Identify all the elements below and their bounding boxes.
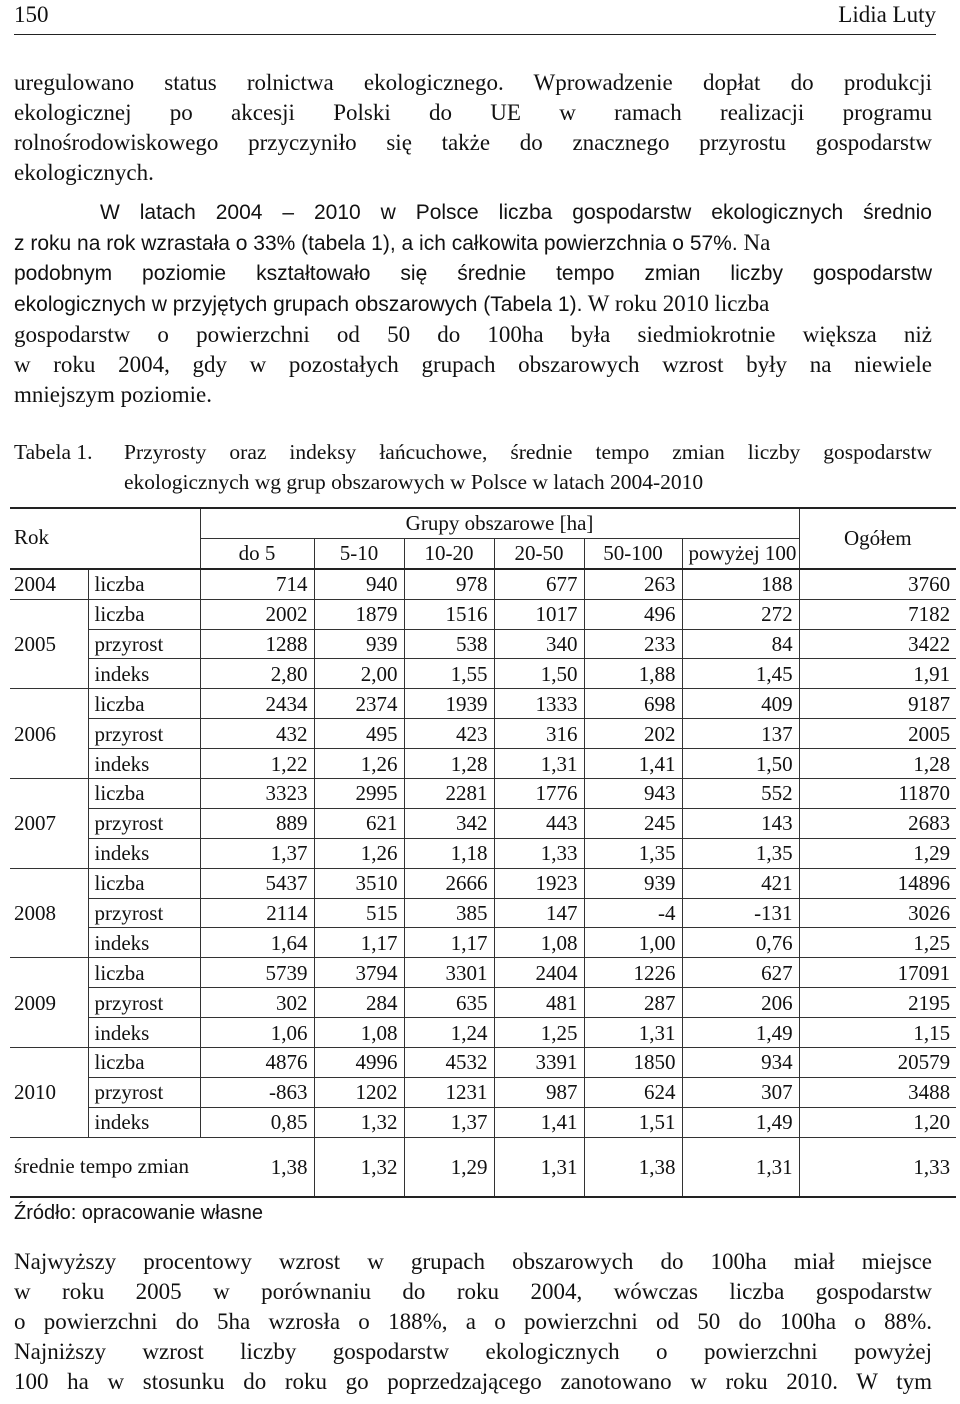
table-row	[10, 1077, 956, 1107]
value-cell: 1,35	[584, 838, 682, 868]
value-cell: 1,37	[404, 1107, 494, 1137]
total-value-cell: 2005	[799, 719, 956, 749]
para2-line: ekologicznych w przyjętych grupach obszarowych (Tabela 1).	[14, 293, 583, 316]
value-cell: -863	[200, 1077, 314, 1107]
average-label: średnie tempo zmian	[10, 1137, 200, 1197]
value-cell: 1288	[200, 629, 314, 659]
value-cell: 1,22	[200, 749, 314, 779]
total-value-cell: 3760	[799, 569, 956, 599]
value-cell: 4532	[404, 1048, 494, 1078]
paragraph-3	[14, 1247, 932, 1397]
table-row	[10, 1018, 956, 1048]
total-value-cell: 20579	[799, 1048, 956, 1078]
value-cell: 939	[314, 629, 404, 659]
table-row	[10, 988, 956, 1018]
row-kind-cell: indeks	[88, 749, 200, 779]
value-cell: 889	[200, 808, 314, 838]
total-value-cell: 1,28	[799, 749, 956, 779]
row-kind-cell: liczba	[88, 599, 200, 629]
page-header	[14, 0, 936, 35]
para2-line: gospodarstw o powierzchni od 50 do 100ha była siedmiokrotnie większa niż	[14, 322, 932, 347]
average-value-cell: 1,32	[314, 1137, 404, 1197]
value-cell: 188	[682, 569, 799, 599]
table-row	[10, 868, 956, 898]
total-value-cell: 1,91	[799, 659, 956, 689]
total-value-cell: 2195	[799, 988, 956, 1018]
value-cell: 939	[584, 868, 682, 898]
table-row	[10, 659, 956, 689]
value-cell: 1,32	[314, 1107, 404, 1137]
value-cell: 409	[682, 689, 799, 719]
row-kind-cell: indeks	[88, 928, 200, 958]
value-cell: 1,00	[584, 928, 682, 958]
value-cell: 423	[404, 719, 494, 749]
value-cell: 206	[682, 988, 799, 1018]
value-cell: 245	[584, 808, 682, 838]
value-cell: 1333	[494, 689, 584, 719]
value-cell: 1,37	[200, 838, 314, 868]
para3-line: w roku 2005 w porównaniu do roku 2004, wówczas liczba gospodarstw	[14, 1279, 932, 1304]
value-cell: 1,26	[314, 749, 404, 779]
value-cell: 1,49	[682, 1107, 799, 1137]
column-header: 5-10	[314, 538, 404, 568]
value-cell: 0,76	[682, 928, 799, 958]
para1-line: ekologicznej po akcesji Polski do UE w ramach realizacji programu	[14, 100, 932, 125]
table-row	[10, 569, 956, 599]
para1-line: rolnośrodowiskowego przyczyniło się także do znacznego przyrostu gospodarstw	[14, 130, 932, 155]
data-table	[10, 507, 956, 1198]
column-header: do 5	[200, 538, 314, 568]
value-cell: 538	[404, 629, 494, 659]
total-value-cell: 1,25	[799, 928, 956, 958]
page-number: 150	[14, 2, 49, 27]
para2-line: w roku 2004, gdy w pozostałych grupach obszarowych wzrost były na niewiele	[14, 352, 932, 377]
row-kind-cell: liczba	[88, 868, 200, 898]
para2-line: mniejszym poziomie.	[14, 382, 213, 407]
value-cell: 987	[494, 1077, 584, 1107]
value-cell: 552	[682, 779, 799, 809]
table-row	[10, 838, 956, 868]
column-header: 20-50	[494, 538, 584, 568]
para2-line-tail: Na	[737, 230, 771, 255]
row-kind-cell: przyrost	[88, 719, 200, 749]
average-value-cell: 1,31	[682, 1137, 799, 1197]
value-cell: 443	[494, 808, 584, 838]
value-cell: 1202	[314, 1077, 404, 1107]
value-cell: 1850	[584, 1048, 682, 1078]
value-cell: 698	[584, 689, 682, 719]
column-header: 50-100	[584, 538, 682, 568]
value-cell: 2666	[404, 868, 494, 898]
row-kind-cell: liczba	[88, 569, 200, 599]
year-cell: 2008	[10, 868, 88, 958]
value-cell: 1,33	[494, 838, 584, 868]
value-cell: 1,24	[404, 1018, 494, 1048]
value-cell: 263	[584, 569, 682, 599]
value-cell: 1,18	[404, 838, 494, 868]
value-cell: 2,00	[314, 659, 404, 689]
value-cell: 3301	[404, 958, 494, 988]
total-value-cell: 3422	[799, 629, 956, 659]
row-kind-cell: liczba	[88, 958, 200, 988]
value-cell: 1,50	[682, 749, 799, 779]
paragraph-1	[14, 68, 932, 188]
average-value-cell: 1,29	[404, 1137, 494, 1197]
average-value-cell: 1,38	[200, 1137, 314, 1197]
para3-line: o powierzchni do 5ha wzrosła o 188%, a o powierzchni od 50 do 100ha o 88%.	[14, 1309, 932, 1334]
value-cell: 714	[200, 569, 314, 599]
caption-line: Przyrosty oraz indeksy łańcuchowe, średnie tempo zmian liczby gospodarstw	[124, 440, 932, 464]
row-kind-cell: przyrost	[88, 1077, 200, 1107]
rok-header: Rok	[10, 508, 200, 569]
para2-line: podobnym poziomie kształtowało się średnie tempo zmian liczby gospodarstw	[14, 262, 932, 285]
total-value-cell: 1,15	[799, 1018, 956, 1048]
value-cell: 1,35	[682, 838, 799, 868]
value-cell: 2,80	[200, 659, 314, 689]
value-cell: 2374	[314, 689, 404, 719]
value-cell: 147	[494, 898, 584, 928]
value-cell: 5437	[200, 868, 314, 898]
groups-header: Grupy obszarowe [ha]	[200, 508, 799, 538]
row-kind-cell: indeks	[88, 659, 200, 689]
value-cell: 316	[494, 719, 584, 749]
value-cell: 342	[404, 808, 494, 838]
value-cell: 2002	[200, 599, 314, 629]
value-cell: 432	[200, 719, 314, 749]
year-cell: 2009	[10, 958, 88, 1048]
value-cell: 1879	[314, 599, 404, 629]
total-value-cell: 11870	[799, 779, 956, 809]
average-value-cell: 1,38	[584, 1137, 682, 1197]
value-cell: 3510	[314, 868, 404, 898]
value-cell: 1,64	[200, 928, 314, 958]
value-cell: 1776	[494, 779, 584, 809]
value-cell: 84	[682, 629, 799, 659]
value-cell: 515	[314, 898, 404, 928]
value-cell: 978	[404, 569, 494, 599]
value-cell: 1,88	[584, 659, 682, 689]
value-cell: 1923	[494, 868, 584, 898]
total-value-cell: 7182	[799, 599, 956, 629]
total-value-cell: 14896	[799, 868, 956, 898]
table-row	[10, 719, 956, 749]
average-value-cell: 1,33	[799, 1137, 956, 1197]
value-cell: 4876	[200, 1048, 314, 1078]
value-cell: 1,31	[494, 749, 584, 779]
value-cell: 233	[584, 629, 682, 659]
value-cell: 0,85	[200, 1107, 314, 1137]
table-row	[10, 779, 956, 809]
year-cell: 2004	[10, 569, 88, 599]
value-cell: 4996	[314, 1048, 404, 1078]
value-cell: 421	[682, 868, 799, 898]
value-cell: 1516	[404, 599, 494, 629]
row-kind-cell: liczba	[88, 1048, 200, 1078]
value-cell: 340	[494, 629, 584, 659]
value-cell: 1,08	[494, 928, 584, 958]
value-cell: 1231	[404, 1077, 494, 1107]
value-cell: 1,31	[584, 1018, 682, 1048]
row-kind-cell: przyrost	[88, 988, 200, 1018]
value-cell: 284	[314, 988, 404, 1018]
value-cell: 302	[200, 988, 314, 1018]
paragraph-2	[14, 198, 932, 410]
para2-line: z roku na rok wzrastała o 33% (tabela 1), a ich całkowita powierzchnia o 57%.	[14, 232, 738, 255]
value-cell: 635	[404, 988, 494, 1018]
year-cell: 2006	[10, 689, 88, 779]
table-row	[10, 958, 956, 988]
average-row	[10, 1137, 956, 1197]
year-cell: 2007	[10, 779, 88, 869]
value-cell: 272	[682, 599, 799, 629]
row-kind-cell: indeks	[88, 1018, 200, 1048]
table-row	[10, 808, 956, 838]
value-cell: 1,50	[494, 659, 584, 689]
value-cell: 481	[494, 988, 584, 1018]
table-row	[10, 1107, 956, 1137]
row-kind-cell: indeks	[88, 838, 200, 868]
para1-line: uregulowano status rolnictwa ekologicznego. Wprowadzenie dopłat do produkcji	[14, 70, 932, 95]
value-cell: 2404	[494, 958, 584, 988]
para2-line: W latach 2004 – 2010 w Polsce liczba gospodarstw ekologicznych średnio	[100, 201, 932, 224]
para3-line: Najwyższy procentowy wzrost w grupach obszarowych do 100ha miał miejsce	[14, 1249, 932, 1274]
table-row	[10, 599, 956, 629]
value-cell: 1,51	[584, 1107, 682, 1137]
column-header: 10-20	[404, 538, 494, 568]
value-cell: 385	[404, 898, 494, 928]
table-row	[10, 1048, 956, 1078]
table-row	[10, 689, 956, 719]
value-cell: 1,25	[494, 1018, 584, 1048]
value-cell: 1,45	[682, 659, 799, 689]
total-value-cell: 9187	[799, 689, 956, 719]
total-header: Ogółem	[799, 508, 956, 569]
para1-line: ekologicznych.	[14, 160, 154, 185]
value-cell: 307	[682, 1077, 799, 1107]
year-cell: 2010	[10, 1048, 88, 1138]
value-cell: 940	[314, 569, 404, 599]
table-body	[10, 569, 956, 1197]
value-cell: 1,08	[314, 1018, 404, 1048]
value-cell: 202	[584, 719, 682, 749]
value-cell: 3323	[200, 779, 314, 809]
column-header: powyżej 100	[682, 538, 799, 568]
para3-line: 100 ha w stosunku do roku go poprzedzającego zanotowano w roku 2010. W tym	[14, 1369, 932, 1394]
value-cell: 627	[682, 958, 799, 988]
value-cell: 496	[584, 599, 682, 629]
value-cell: 1,26	[314, 838, 404, 868]
value-cell: 1017	[494, 599, 584, 629]
value-cell: 1226	[584, 958, 682, 988]
value-cell: 1,17	[404, 928, 494, 958]
table-row	[10, 749, 956, 779]
value-cell: -4	[584, 898, 682, 928]
value-cell: 943	[584, 779, 682, 809]
source-note: Źródło: opracowanie własne	[14, 1202, 264, 1224]
value-cell: 2995	[314, 779, 404, 809]
value-cell: 934	[682, 1048, 799, 1078]
value-cell: -131	[682, 898, 799, 928]
value-cell: 1,06	[200, 1018, 314, 1048]
average-value-cell: 1,31	[494, 1137, 584, 1197]
value-cell: 3391	[494, 1048, 584, 1078]
value-cell: 2281	[404, 779, 494, 809]
caption-label: Tabela 1.	[14, 440, 93, 464]
para2-line-tail: W roku 2010 liczba	[582, 291, 770, 316]
total-value-cell: 2683	[799, 808, 956, 838]
value-cell: 1,41	[494, 1107, 584, 1137]
value-cell: 137	[682, 719, 799, 749]
table-row	[10, 629, 956, 659]
running-head-author: Lidia Luty	[838, 2, 936, 27]
value-cell: 143	[682, 808, 799, 838]
total-value-cell: 1,29	[799, 838, 956, 868]
value-cell: 2434	[200, 689, 314, 719]
row-kind-cell: liczba	[88, 689, 200, 719]
caption-line: ekologicznych wg grup obszarowych w Polsce w latach 2004-2010	[124, 470, 704, 494]
value-cell: 5739	[200, 958, 314, 988]
value-cell: 495	[314, 719, 404, 749]
value-cell: 1,41	[584, 749, 682, 779]
table-row	[10, 898, 956, 928]
value-cell: 1,49	[682, 1018, 799, 1048]
total-value-cell: 1,20	[799, 1107, 956, 1137]
value-cell: 3794	[314, 958, 404, 988]
value-cell: 1,28	[404, 749, 494, 779]
row-kind-cell: przyrost	[88, 898, 200, 928]
row-kind-cell: indeks	[88, 1107, 200, 1137]
table-row	[10, 928, 956, 958]
value-cell: 1939	[404, 689, 494, 719]
total-value-cell: 3026	[799, 898, 956, 928]
value-cell: 621	[314, 808, 404, 838]
total-value-cell: 17091	[799, 958, 956, 988]
row-kind-cell: przyrost	[88, 808, 200, 838]
para3-line: Najniższy wzrost liczby gospodarstw ekologicznych o powierzchni powyżej	[14, 1339, 932, 1364]
value-cell: 287	[584, 988, 682, 1018]
row-kind-cell: przyrost	[88, 629, 200, 659]
total-value-cell: 3488	[799, 1077, 956, 1107]
value-cell: 2114	[200, 898, 314, 928]
value-cell: 677	[494, 569, 584, 599]
value-cell: 624	[584, 1077, 682, 1107]
value-cell: 1,55	[404, 659, 494, 689]
year-cell: 2005	[10, 599, 88, 689]
value-cell: 1,17	[314, 928, 404, 958]
row-kind-cell: liczba	[88, 779, 200, 809]
